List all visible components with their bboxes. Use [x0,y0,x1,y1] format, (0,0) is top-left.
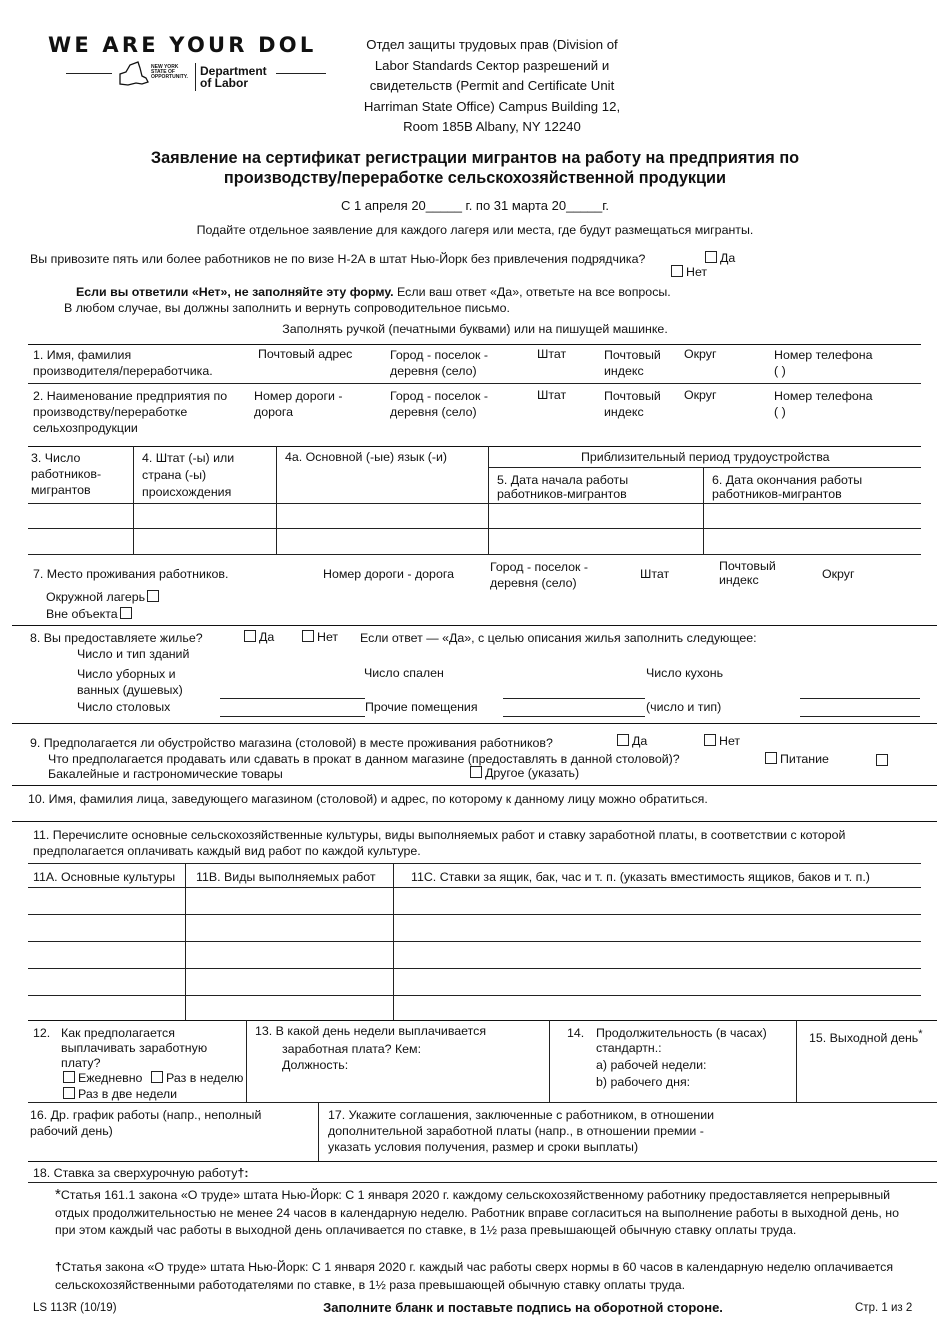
col-rule [488,446,489,554]
city-label: Город - поселок - деревня (село) [390,348,489,378]
bedrooms-label: Число спален [364,666,444,680]
col-rule [549,1020,550,1102]
rule [28,1020,937,1021]
rule [12,785,937,786]
food-option[interactable]: Питание [765,752,829,766]
slogan: WE ARE YOUR DOL [48,33,317,57]
col-rule [276,446,277,554]
q12-number: 12. [33,1026,51,1040]
rule [12,723,937,724]
grocery-checkbox[interactable] [876,754,888,766]
start-date-header: 5. Дата начала работы работников-мигрантов [497,473,629,501]
crops-question: 11. Перечислите основные сельскохозяйственные культуры, виды выполняемых работ и ставку заработной платы, в соответствии с которой предполагается оплачивать каждый вид работ по каждой культуре. [33,828,846,858]
checkbox[interactable] [244,630,256,642]
county-label: Округ [684,388,717,402]
checkbox[interactable] [151,1071,163,1083]
rule [28,863,921,864]
checkbox[interactable] [671,265,683,277]
producer-name-label: 1. Имя, фамилия производителя/переработчика. [33,348,213,378]
intro-no[interactable]: Нет [671,265,707,279]
other-goods-option[interactable]: Другое (указать) [470,766,579,780]
rule [488,467,921,468]
rule [28,941,921,942]
crops-header: 11А. Основные культуры [33,870,176,884]
phone-label: Номер телефона ( ) [774,389,873,419]
rule [12,625,937,626]
county-camp-option[interactable]: Окружной лагерь [46,590,162,604]
instruction-camp: Подайте отдельное заявление для каждого лагеря или места, где будут размещаться мигранты. [196,223,754,237]
rule [28,1161,937,1162]
rule [28,383,921,384]
col-rule [796,1020,797,1102]
checkbox[interactable] [704,734,716,746]
footnote-overtime: †Статья закона «О труде» штата Нью-Йорк: С 1 января 2020 г. каждый час работы сверх нормы в 60 часов в календарную неделю оплачивается сельскохозяйственными работодателями по ставке, в 1½ раза превышающей обычную ставку оплаты труда. [55,1260,894,1292]
checkbox[interactable] [63,1071,75,1083]
intro-note-2: В любом случае, вы должны заполнить и вернуть сопроводительное письмо. [64,301,510,315]
fill-line[interactable] [220,716,365,717]
county-label: Округ [822,567,855,581]
ny-state-map-icon [116,60,150,88]
payday-by-whom: заработная плата? Кем: [282,1042,422,1056]
checkbox[interactable] [765,752,777,764]
rule [28,344,921,345]
checkbox[interactable] [705,251,717,263]
language-header: 4а. Основной (-ые) язык (-и) [285,450,447,464]
work-types-header: 11В. Виды выполняемых работ [196,870,376,884]
page-number: Стр. 1 из 2 [855,1302,913,1314]
origin-header: 4. Штат (-ы) или страна (-ы) происхождения [142,451,235,499]
enterprise-name-label: 2. Наименование предприятия по производству/переработке сельхозпродукции [33,389,228,435]
payday-position: Должность: [282,1058,349,1072]
rule [28,995,921,996]
state-label: Штат [537,388,567,402]
fill-line[interactable] [503,716,645,717]
fill-line[interactable] [800,716,920,717]
rule [28,887,921,888]
logo-rule-left [66,73,112,74]
store-no[interactable]: Нет [704,734,740,748]
col-rule [703,467,704,554]
hours-day: b) рабочего дня: [596,1075,691,1089]
rule [12,821,937,822]
logo-divider [195,63,196,91]
store-question: 9. Предполагается ли обустройство магазина (столовой) в месте проживания работников? [30,736,553,750]
footnote-day-off: *Статья 161.1 закона «О труде» штата Нью-Йорк: С 1 января 2020 г. каждому сельскохозяйственному работнику предоставляется непрерывный отдых продолжительностью не менее 24 часов в календарную неделю. Работник вправе согласиться на выполнение работы в выходной день, но при этом каждый час работы в выходной день оплачивается по ставке, в 1½ раза превышающей обычную ставку оплаты труда. [55,1186,900,1237]
hours-question: Продолжительность (в часах) стандартн.: [596,1026,767,1055]
q14-number: 14. [567,1026,585,1040]
workers-count-header: 3. Число работников- мигрантов [31,451,102,497]
col-rule [393,863,394,1020]
rates-header: 11С. Ставки за ящик, бак, час и т. п. (указать вместимость ящиков, баков и т. п.) [411,870,870,884]
pay-method-question: Как предполагается выплачивать заработную плату? [61,1026,208,1070]
end-date-header: 6. Дата окончания работы работников-мигрантов [712,473,863,501]
store-sell-question: Что предполагается продавать или сдавать в прокат в данном магазине (предоставлять в данной столовой)? [48,752,680,766]
offsite-option[interactable]: Вне объекта [46,607,135,621]
day-off-label: 15. Выходной день* [809,1028,923,1046]
toilets-label: Число уборных и ванных (душевых) [77,667,183,697]
logo-department: Department of Labor [200,64,267,90]
zip-label: Почтовый индекс [604,348,661,378]
period: С 1 апреля 20_____ г. по 31 марта 20_____г. [340,198,610,213]
city-label: Город - поселок - деревня (село) [390,389,489,419]
pay-weekly[interactable]: Раз в неделю [151,1071,243,1085]
checkbox[interactable] [302,630,314,642]
rule [28,528,921,529]
fill-line[interactable] [503,698,645,699]
hours-week: a) рабочей недели: [596,1058,707,1072]
col-rule [185,863,186,1020]
state-label: Штат [537,347,567,361]
logo-state-text: NEW YORK STATE OF OPPORTUNITY. [151,64,188,80]
overtime-label: 18. Ставка за сверхурочную работу†: [33,1166,249,1180]
intro-question: Вы привозите пять или более работников не по визе Н-2А в штат Нью-Йорк без привлечения подрядчика? [30,252,646,266]
intro-yes[interactable]: Да [705,251,735,265]
phone-label: Номер телефона ( ) [774,348,873,378]
housing-question: 8. Вы предоставляете жилье? [30,631,203,645]
form-title: Заявление на сертификат регистрации мигрантов на работу на предприятия по производству/переработке сельскохозяйственной продукции [150,149,800,187]
road-label: Номер дороги - дорога [254,389,343,419]
footer-instruction: Заполните бланк и поставьте подпись на оборотной стороне. [323,1300,723,1315]
agency-address: Отдел защиты трудовых прав (Division of Labor Standards Сектор разрешений и свидетельств (Permit and Certificate Unit Harriman State Office) Campus Building 12, Room 185B Albany, NY 12240 [363,37,621,134]
pay-biweekly[interactable]: Раз в две недели [63,1087,177,1101]
postal-address-label: Почтовый адрес [258,347,353,361]
city-label: Город - поселок - деревня (село) [490,560,589,590]
pay-daily[interactable]: Ежедневно [63,1071,142,1085]
other-rooms-label: Прочие помещения [365,700,478,714]
housing-yes[interactable]: Да [244,630,274,644]
checkbox[interactable] [147,590,159,602]
col-rule [318,1102,319,1161]
grocery-option: Бакалейные и гастрономические товары [48,767,283,781]
rule [28,1102,937,1103]
store-manager-label: 10. Имя, фамилия лица, заведующего магазином (столовой) и адрес, по которому к данному лицу можно обратиться. [28,792,708,806]
residence-label: 7. Место проживания работников. [33,567,229,581]
kitchens-label: Число кухонь [646,666,724,680]
intro-note: Если вы ответили «Нет», не заполняйте эту форму. Если ваш ответ «Да», ответьте на все вопросы. [76,285,671,299]
fill-note: Заполнять ручкой (печатными буквами) или на пишущей машинке. [282,322,668,336]
fill-line[interactable] [800,698,920,699]
number-type-label: (число и тип) [646,700,722,714]
col-rule [246,1020,247,1102]
rule [28,446,921,447]
state-label: Штат [640,567,670,581]
fill-line[interactable] [220,698,365,699]
zip-label: Почтовый индекс [719,559,776,587]
rule [28,968,921,969]
housing-no[interactable]: Нет [302,630,338,644]
store-yes[interactable]: Да [617,734,647,748]
checkbox[interactable] [470,766,482,778]
payday-question: 13. В какой день недели выплачивается [255,1024,487,1038]
checkbox[interactable] [63,1087,75,1099]
county-label: Округ [684,347,717,361]
housing-if-yes: Если ответ — «Да», с целью описания жилья заполнить следующее: [360,631,757,645]
dining-label: Число столовых [77,700,171,714]
period-header: Приблизительный период трудоустройства [581,450,830,464]
form-id: LS 113R (10/19) [33,1302,117,1314]
col-rule [133,446,134,554]
rule [28,914,921,915]
rule [28,554,921,555]
agreements-label: 17. Укажите соглашения, заключенные с работником, в отношении дополнительной заработной платы (напр., в отношении премии - указать условия получения, размер и сроки выплаты) [328,1108,715,1154]
buildings-label: Число и тип зданий [77,647,190,661]
zip-label: Почтовый индекс [604,389,661,419]
road-label: Номер дороги - дорога [323,567,454,581]
checkbox[interactable] [617,734,629,746]
rule [28,503,921,504]
other-schedule-label: 16. Др. график работы (напр., неполный рабочий день) [30,1108,262,1138]
rule [28,1182,937,1183]
checkbox[interactable] [120,607,132,619]
logo-rule-right [276,73,326,74]
